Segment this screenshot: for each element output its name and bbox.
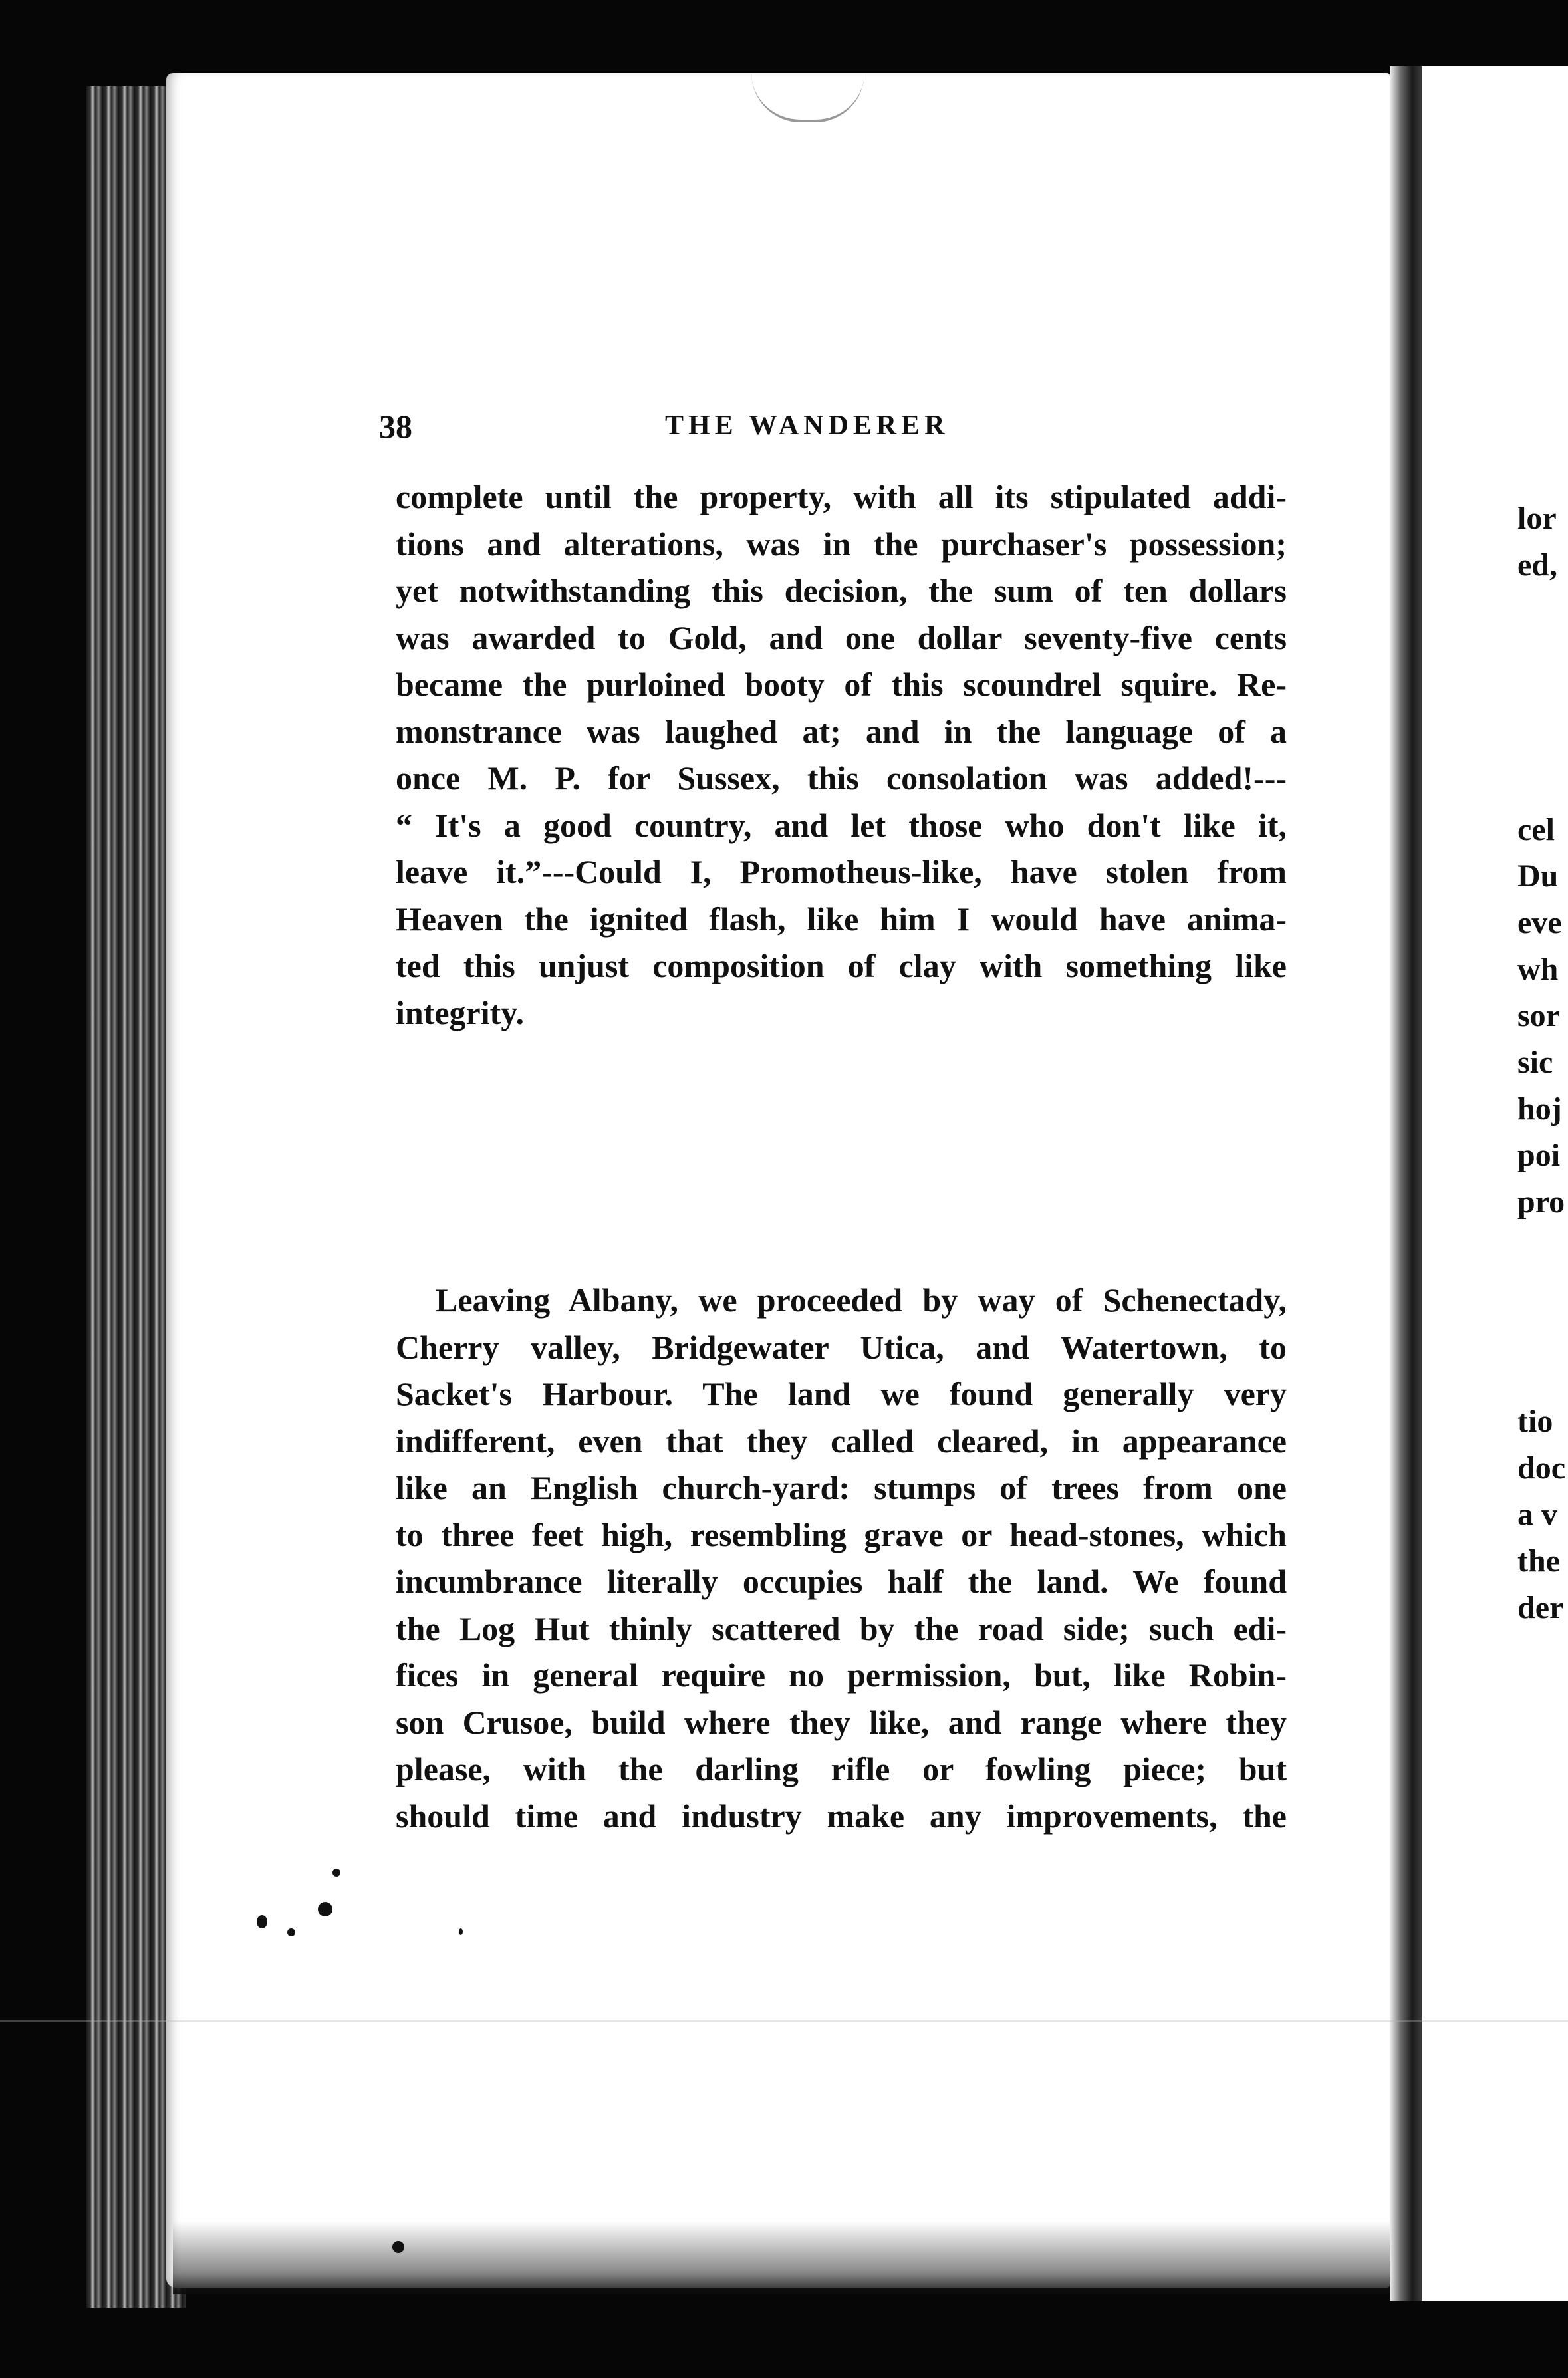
text-line: “ It's a good country, and let those who don't like it, — [396, 806, 1287, 844]
text-line: leave it.”---Could I, Promotheus-like, have stolen from — [396, 853, 1287, 890]
page-number: 38 — [379, 408, 412, 445]
text-line: indifferent, even that they called cleared, in appearance — [396, 1422, 1287, 1460]
text-line: like an English church-yard: stumps of trees from one — [396, 1469, 1287, 1506]
text-fragment: der — [1517, 1590, 1564, 1625]
page-bottom-shadow — [173, 2221, 1390, 2294]
text-line: monstrance was laughed at; and in the language of a — [396, 712, 1287, 750]
page-header — [379, 407, 1263, 454]
text-line: fices in general require no permission, but, like Robin- — [396, 1656, 1287, 1694]
book-gutter — [1390, 66, 1422, 2301]
text-line: Sacket's Harbour. The land we found generally very — [396, 1375, 1287, 1412]
text-line: yet notwithstanding this decision, the sum of ten dollars — [396, 572, 1287, 609]
text-fragment: a v — [1517, 1497, 1557, 1532]
scan-artifact-line — [0, 2020, 1568, 2022]
text-fragment: lor — [1517, 501, 1557, 536]
text-line: Leaving Albany, we proceeded by way of Schenectady, — [436, 1281, 1287, 1319]
ink-speck — [392, 2241, 404, 2253]
running-head: THE WANDERER — [665, 410, 950, 441]
text-line: the Log Hut thinly scattered by the road side; such edi- — [396, 1609, 1287, 1647]
text-line: once M. P. for Sussex, this consolation was added!--- — [396, 759, 1287, 797]
text-line: to three feet high, resembling grave or head-stones, which — [396, 1516, 1287, 1553]
text-line: please, with the darling rifle or fowling piece; but — [396, 1750, 1287, 1787]
text-line: was awarded to Gold, and one dollar seventy-five cents — [396, 618, 1287, 656]
ink-speck — [318, 1902, 332, 1916]
ink-speck — [287, 1928, 295, 1936]
text-fragment: sic — [1517, 1045, 1553, 1080]
ink-speck — [332, 1869, 340, 1877]
text-line: should time and industry make any improvements, the — [396, 1797, 1287, 1835]
text-line: ted this unjust composition of clay with something like — [396, 947, 1287, 984]
text-fragment: pro — [1517, 1184, 1565, 1220]
ink-speck — [459, 1928, 463, 1935]
text-fragment: wh — [1517, 952, 1559, 987]
paragraph-1 — [396, 473, 1287, 1036]
text-line: complete until the property, with all its stipulated addi- — [396, 478, 1287, 515]
text-line: son Crusoe, build where they like, and range where they — [396, 1703, 1287, 1741]
text-line: Heaven the ignited flash, like him I would have anima- — [396, 900, 1287, 938]
text-fragment: the — [1517, 1543, 1560, 1579]
left-page — [166, 73, 1390, 2288]
text-fragment: eve — [1517, 905, 1562, 940]
text-fragment: cel — [1517, 812, 1555, 847]
text-fragment: tio — [1517, 1404, 1553, 1439]
text-fragment: hoj — [1517, 1091, 1562, 1126]
text-fragment: ed, — [1517, 547, 1557, 583]
text-fragment: doc — [1517, 1450, 1565, 1486]
text-fragment: Du — [1517, 859, 1559, 894]
paragraph-2 — [396, 1277, 1287, 1839]
text-line: tions and alterations, was in the purchaser's possession; — [396, 525, 1287, 563]
text-fragment: poi — [1517, 1138, 1561, 1173]
text-line: became the purloined booty of this scoundrel squire. Re- — [396, 666, 1287, 703]
text-fragment: sor — [1517, 998, 1560, 1033]
text-line: Cherry valley, Bridgewater Utica, and Watertown, to — [396, 1328, 1287, 1366]
ink-speck — [257, 1915, 267, 1928]
text-line: integrity. — [396, 993, 525, 1031]
text-line: incumbrance literally occupies half the land. We found — [396, 1563, 1287, 1600]
